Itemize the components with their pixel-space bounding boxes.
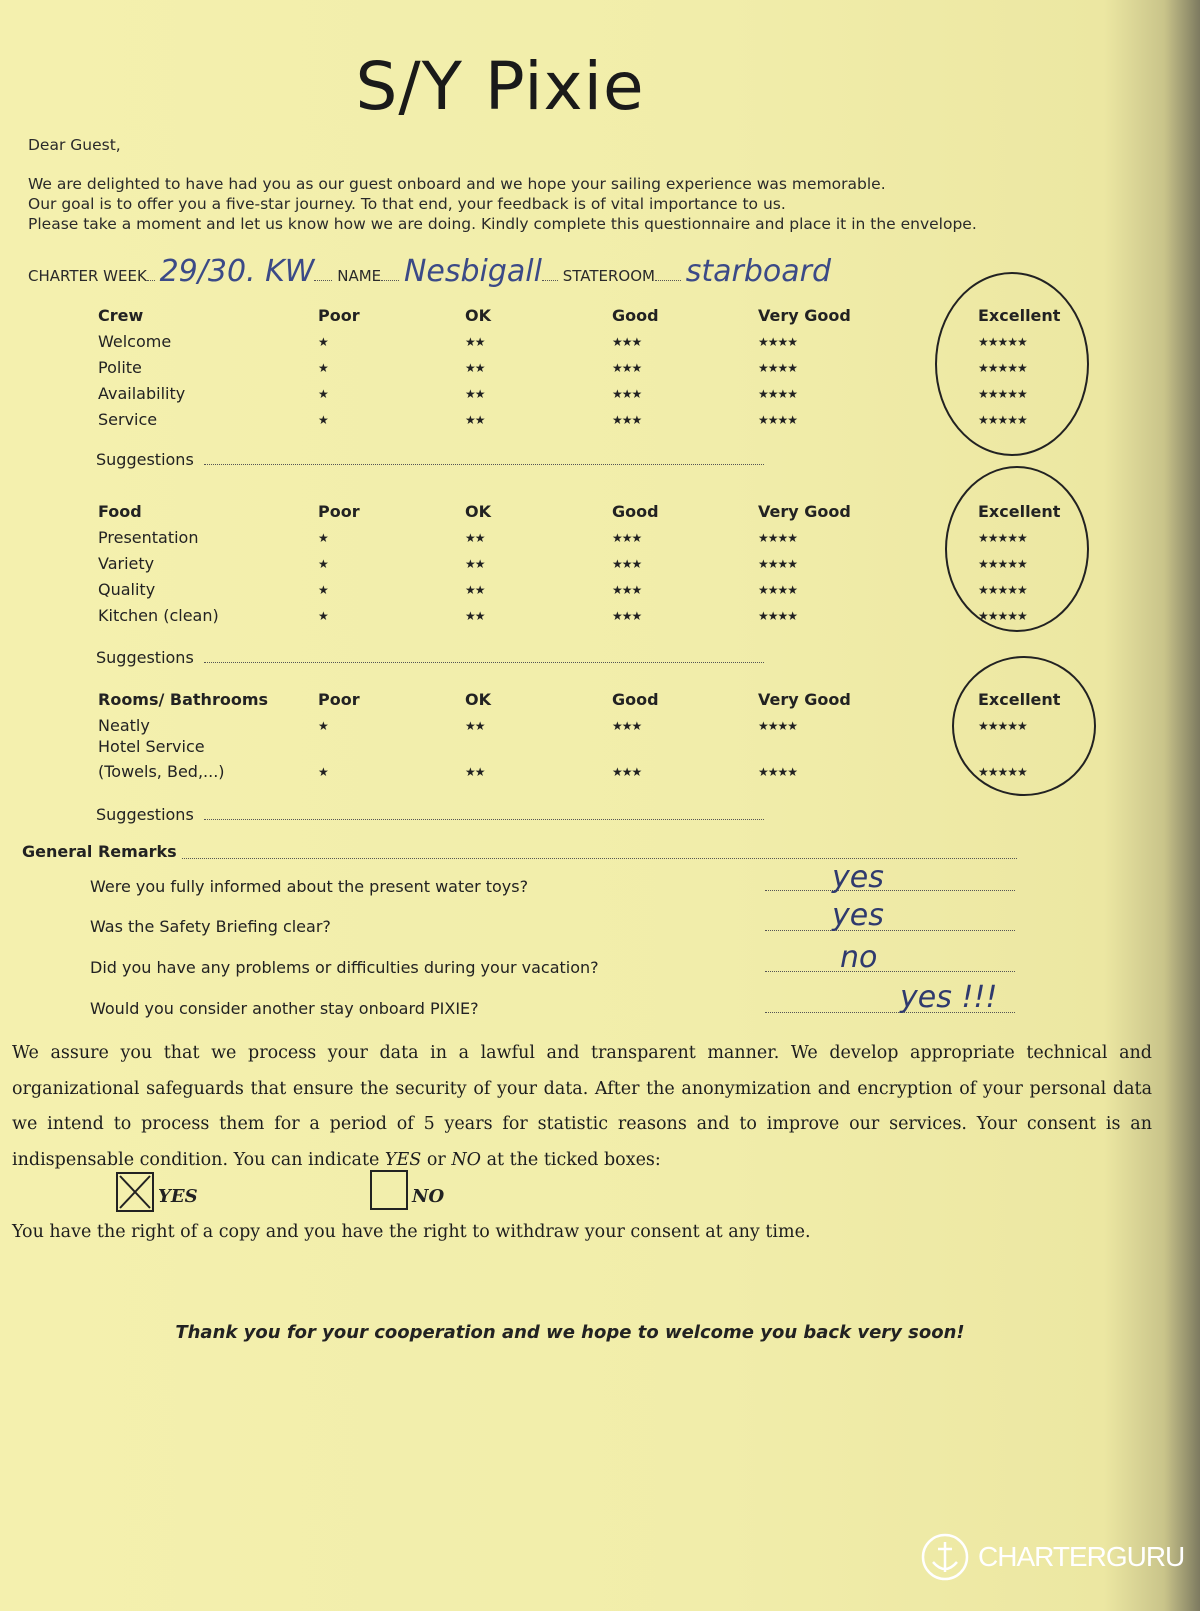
hand-drawn-circle-excellent <box>945 466 1089 632</box>
suggestions-field[interactable] <box>96 450 764 469</box>
rating-stars-very-good[interactable]: ★★★★ <box>758 387 798 401</box>
column-header-poor: Poor <box>318 690 360 709</box>
column-header-very-good: Very Good <box>758 502 851 521</box>
rights-statement: You have the right of a copy and you have the right to withdraw your consent at any time. <box>12 1222 811 1242</box>
column-header-excellent: Excellent <box>978 502 1061 521</box>
section-heading-food: Food <box>98 502 142 521</box>
answer-safety-briefing: yes <box>832 898 884 933</box>
rating-item-label: Polite <box>98 358 142 377</box>
rating-item-label: Kitchen (clean) <box>98 606 219 625</box>
consent-yes-label: YES <box>158 1186 198 1207</box>
rating-stars-excellent[interactable]: ★★★★★ <box>978 609 1027 623</box>
answer-another-stay: yes !!! <box>900 980 998 1015</box>
rating-stars-poor[interactable]: ★ <box>318 719 328 733</box>
question-another-stay: Would you consider another stay onboard PIXIE? <box>90 999 479 1018</box>
rating-stars-excellent[interactable]: ★★★★★ <box>978 765 1027 779</box>
rating-stars-good[interactable]: ★★★ <box>612 609 642 623</box>
suggestions-field[interactable] <box>96 648 764 667</box>
rating-stars-good[interactable]: ★★★ <box>612 557 642 571</box>
rating-stars-good[interactable]: ★★★ <box>612 387 642 401</box>
rating-stars-excellent[interactable]: ★★★★★ <box>978 531 1027 545</box>
rating-stars-poor[interactable]: ★ <box>318 583 328 597</box>
rating-stars-ok[interactable]: ★★ <box>465 609 485 623</box>
rating-stars-excellent[interactable]: ★★★★★ <box>978 557 1027 571</box>
rating-stars-poor[interactable]: ★ <box>318 335 328 349</box>
column-header-poor: Poor <box>318 502 360 521</box>
section-heading-rooms-bathrooms: Rooms/ Bathrooms <box>98 690 269 709</box>
rating-stars-ok[interactable]: ★★ <box>465 335 485 349</box>
column-header-good: Good <box>612 502 659 521</box>
rating-stars-good[interactable]: ★★★ <box>612 765 642 779</box>
column-header-good: Good <box>612 306 659 325</box>
charter-week-label: CHARTER WEEK <box>28 267 147 285</box>
rating-stars-ok[interactable]: ★★ <box>465 583 485 597</box>
rating-stars-excellent[interactable]: ★★★★★ <box>978 583 1027 597</box>
rating-item-label: Availability <box>98 384 186 403</box>
question-safety-briefing: Was the Safety Briefing clear? <box>90 917 331 936</box>
rating-stars-excellent[interactable]: ★★★★★ <box>978 335 1027 349</box>
rating-stars-poor[interactable]: ★ <box>318 609 328 623</box>
charter-week-value[interactable]: 29/30. KW <box>159 254 315 289</box>
rating-stars-good[interactable]: ★★★ <box>612 413 642 427</box>
anchor-icon <box>920 1532 970 1582</box>
rating-item-label: Quality <box>98 580 156 599</box>
rating-stars-very-good[interactable]: ★★★★ <box>758 765 798 779</box>
answer-line-3[interactable] <box>765 971 1015 972</box>
rating-stars-poor[interactable]: ★ <box>318 413 328 427</box>
suggestions-field[interactable] <box>96 805 764 824</box>
rating-item-label: Neatly <box>98 716 150 735</box>
rating-stars-good[interactable]: ★★★ <box>612 335 642 349</box>
page-title: S/Y Pixie <box>355 48 645 125</box>
rating-stars-poor[interactable]: ★ <box>318 557 328 571</box>
rating-stars-ok[interactable]: ★★ <box>465 413 485 427</box>
general-remarks-line[interactable] <box>182 858 1017 859</box>
suggestions-label: Suggestions <box>96 805 194 824</box>
column-header-excellent: Excellent <box>978 306 1061 325</box>
rating-stars-very-good[interactable]: ★★★★ <box>758 557 798 571</box>
column-header-poor: Poor <box>318 306 360 325</box>
intro-line-3: Please take a moment and let us know how we are doing. Kindly complete this questionnaire and place it in the envelope. <box>28 215 977 233</box>
charter-info-line <box>28 254 831 289</box>
rating-stars-very-good[interactable]: ★★★★ <box>758 361 798 375</box>
charterguru-watermark <box>920 1530 1184 1584</box>
consent-yes-checkbox[interactable] <box>116 1172 154 1212</box>
section-heading-crew: Crew <box>98 306 144 325</box>
rating-item-label: (Towels, Bed,...) <box>98 762 225 781</box>
hand-drawn-circle-excellent <box>935 272 1089 456</box>
intro-line-1: We are delighted to have had you as our guest onboard and we hope your sailing experience was memorable. <box>28 175 886 193</box>
rating-stars-good[interactable]: ★★★ <box>612 583 642 597</box>
consent-no-checkbox[interactable] <box>370 1170 408 1210</box>
rating-stars-ok[interactable]: ★★ <box>465 531 485 545</box>
column-header-very-good: Very Good <box>758 690 851 709</box>
name-label: NAME <box>337 267 382 285</box>
suggestions-line[interactable] <box>204 662 764 663</box>
rating-stars-good[interactable]: ★★★ <box>612 719 642 733</box>
suggestions-label: Suggestions <box>96 450 194 469</box>
answer-line-2[interactable] <box>765 930 1015 931</box>
rating-stars-good[interactable]: ★★★ <box>612 531 642 545</box>
column-header-very-good: Very Good <box>758 306 851 325</box>
rating-stars-excellent[interactable]: ★★★★★ <box>978 719 1027 733</box>
rating-stars-poor[interactable]: ★ <box>318 387 328 401</box>
rating-stars-ok[interactable]: ★★ <box>465 557 485 571</box>
stateroom-label: STATEROOM <box>562 267 655 285</box>
suggestions-line[interactable] <box>204 464 764 465</box>
rating-stars-poor[interactable]: ★ <box>318 361 328 375</box>
watermark-text: CHARTERGURU <box>978 1541 1185 1572</box>
column-header-ok: OK <box>465 306 491 325</box>
rating-stars-ok[interactable]: ★★ <box>465 387 485 401</box>
checkmark-x-icon <box>118 1174 152 1210</box>
column-header-ok: OK <box>465 690 491 709</box>
hand-drawn-circle-excellent <box>952 656 1096 796</box>
rating-stars-poor[interactable]: ★ <box>318 531 328 545</box>
answer-water-toys: yes <box>832 860 884 895</box>
thank-you-message: Thank you for your cooperation and we hope to welcome you back very soon! <box>175 1322 965 1343</box>
suggestions-line[interactable] <box>204 819 764 820</box>
rating-stars-excellent[interactable]: ★★★★★ <box>978 413 1027 427</box>
rating-stars-very-good[interactable]: ★★★★ <box>758 609 798 623</box>
question-problems: Did you have any problems or difficulties during your vacation? <box>90 958 599 977</box>
column-header-good: Good <box>612 690 659 709</box>
rating-stars-excellent[interactable]: ★★★★★ <box>978 361 1027 375</box>
rating-item-label: Service <box>98 410 158 429</box>
answer-line-1[interactable] <box>765 890 1015 891</box>
rating-stars-ok[interactable]: ★★ <box>465 765 485 779</box>
rating-item-label: Variety <box>98 554 155 573</box>
name-value[interactable]: Nesbigall <box>403 254 542 289</box>
rating-stars-very-good[interactable]: ★★★★ <box>758 719 798 733</box>
rating-stars-good[interactable]: ★★★ <box>612 361 642 375</box>
stateroom-value[interactable]: starboard <box>685 254 832 289</box>
consent-no-label: NO <box>412 1186 445 1207</box>
rating-stars-ok[interactable]: ★★ <box>465 361 485 375</box>
rating-stars-excellent[interactable]: ★★★★★ <box>978 387 1027 401</box>
rating-stars-very-good[interactable]: ★★★★ <box>758 335 798 349</box>
rating-stars-ok[interactable]: ★★ <box>465 719 485 733</box>
rating-item-label: Welcome <box>98 332 172 351</box>
column-header-ok: OK <box>465 502 491 521</box>
rating-stars-very-good[interactable]: ★★★★ <box>758 413 798 427</box>
question-water-toys: Were you fully informed about the present water toys? <box>90 877 529 896</box>
rating-stars-poor[interactable]: ★ <box>318 765 328 779</box>
data-privacy-paragraph: We assure you that we process your data in a lawful and transparent manner. We develop appropriate technical and organizational safeguards that ensure the security of your data. After the anonymization and encryption of your personal data we intend to process them for a period of 5 years for statistic reasons and to improve our services. Your consent is an indispensable condition. You can indicate YES or NO at the ticked boxes: <box>12 1043 1152 1170</box>
answer-problems: no <box>840 940 878 975</box>
column-header-excellent: Excellent <box>978 690 1061 709</box>
rating-stars-very-good[interactable]: ★★★★ <box>758 531 798 545</box>
rating-item-label: Hotel Service <box>98 737 205 756</box>
greeting: Dear Guest, <box>28 136 121 154</box>
intro-line-2: Our goal is to offer you a five-star journey. To that end, your feedback is of vital importance to us. <box>28 195 786 213</box>
general-remarks-label: General Remarks <box>22 842 177 861</box>
suggestions-label: Suggestions <box>96 648 194 667</box>
rating-stars-very-good[interactable]: ★★★★ <box>758 583 798 597</box>
rating-item-label: Presentation <box>98 528 199 547</box>
